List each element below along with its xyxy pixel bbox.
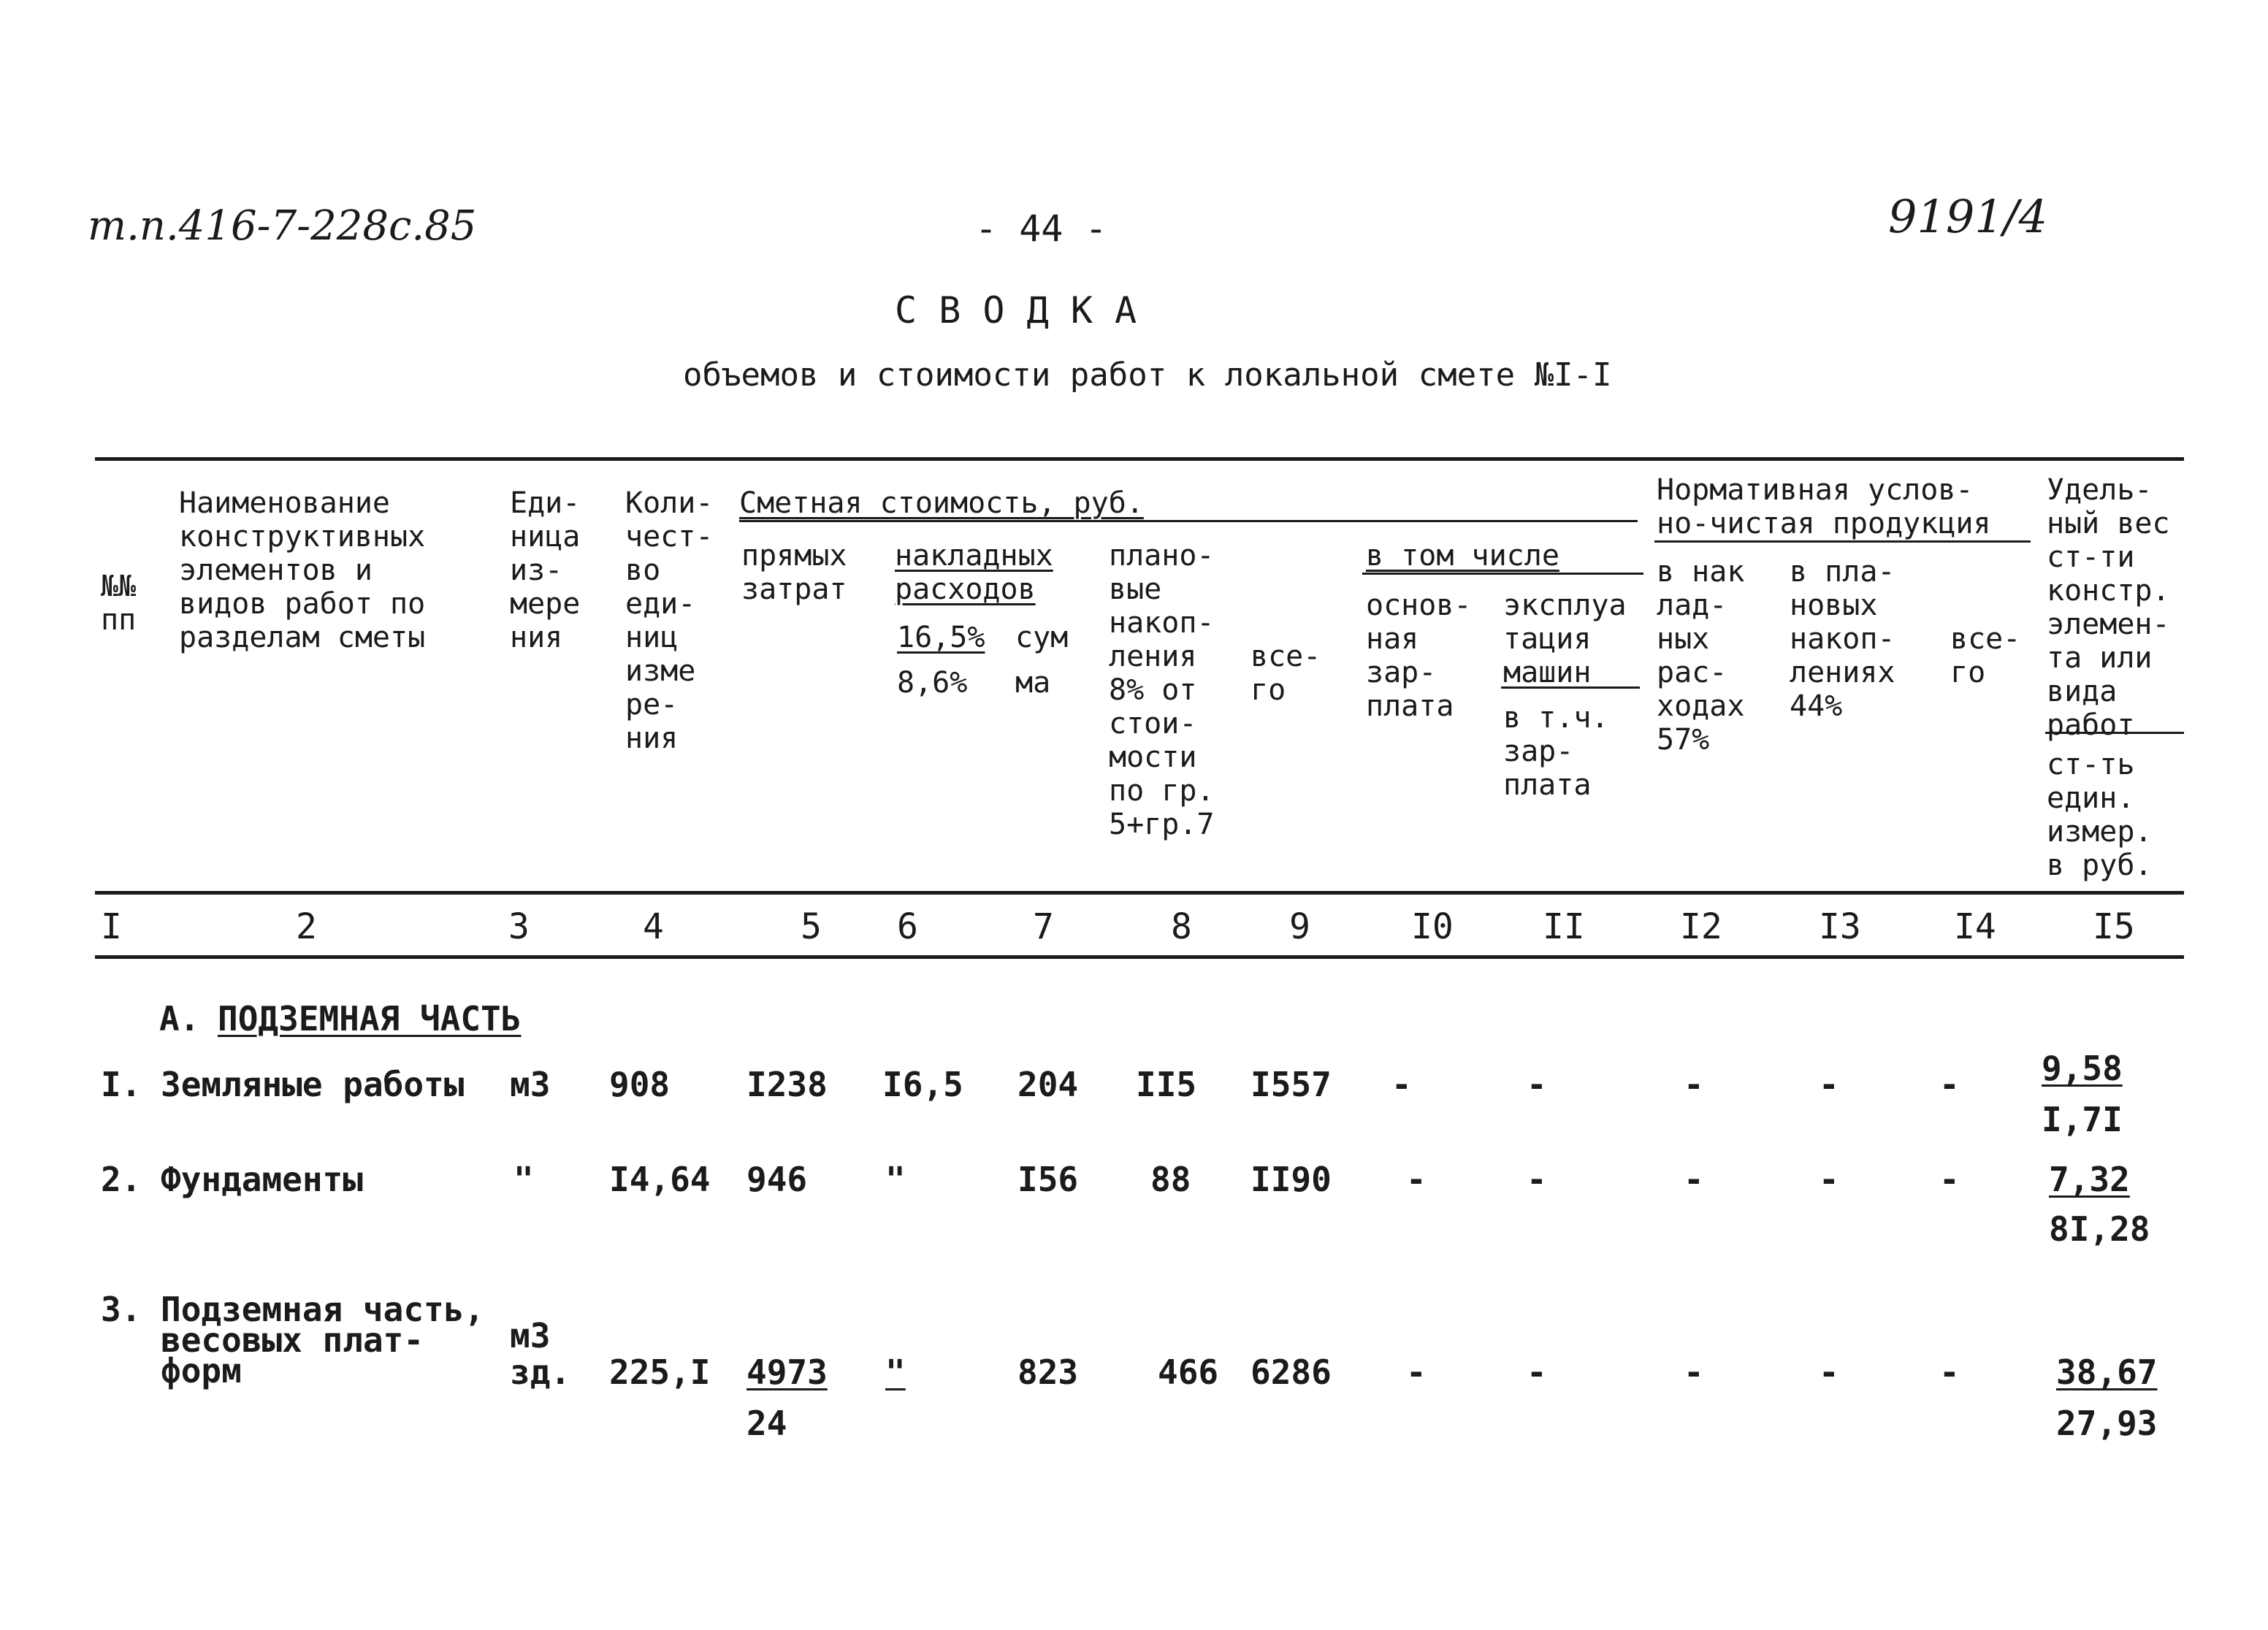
table-top-rule [95,457,2184,461]
header-bottom-rule [95,891,2184,895]
row-direct-costs: I238 [747,1065,828,1104]
row-quantity: 225,I [609,1352,711,1392]
row-unit-cost: 8I,28 [2049,1209,2150,1249]
row-overhead-rate: " [885,1352,906,1392]
section-label: А. [159,999,200,1038]
overhead-amount-pct: 8,6% [897,666,968,700]
page-subtitle: объемов и стоимости работ к локальной смете №I-I [683,356,1612,394]
col-header-unit-cost: ст-ть един. измер. в руб. [2047,748,2153,882]
col-header-machine-salary: в т.ч. зар- плата [1503,701,1609,802]
row-name: Фундаменты [161,1160,363,1199]
row-overhead: I56 [1017,1160,1079,1199]
row-name-line-1: Подземная часть, [161,1290,485,1329]
row-machine-operation: - [1527,1352,1547,1392]
row-specific-weight: 38,67 [2056,1352,2158,1392]
norm-group-rule [1654,540,2031,543]
row-planned-savings: 466 [1158,1352,1219,1392]
col-number: 3 [508,906,530,947]
col-header-norm-total: все- го [1950,622,2021,689]
row-unit-cost: 27,93 [2056,1404,2158,1443]
col-number: 4 [643,906,664,947]
row-name: Земляные работы [161,1065,465,1104]
col-header-number: №№ пп [101,570,137,637]
row-overhead-rate: " [885,1160,906,1199]
row-norm-planned: - [1819,1352,1839,1392]
overhead-rate-pct: 16,5% [897,621,985,654]
col-header-total: все- го [1251,640,1321,707]
col-header-base-salary: основ- ная зар- плата [1366,589,1472,723]
col-header-specific-weight: Удель- ный вес ст-ти констр. элемен- та или вида работ [2047,473,2170,742]
col-header-planned-savings: плано- вые накоп- ления 8% от стои- мости по гр. 5+гр.7 [1109,539,1215,841]
col-number: 2 [296,906,317,947]
col-header-machine-operation: эксплуа тация машин [1503,589,1627,689]
col-number: 6 [897,906,918,947]
row-planned-savings: II5 [1136,1065,1197,1104]
row-unit-line-2: зд. [510,1352,571,1392]
col-header-quantity: Коли- чест- во еди- ниц изме ре- ния [625,486,714,755]
row-overhead: 204 [1017,1065,1079,1104]
document-code: т.п.416-7-228с.85 [88,202,477,250]
row-norm-planned: - [1819,1065,1839,1104]
row-total: I557 [1251,1065,1332,1104]
row-specific-weight: 7,32 [2049,1160,2130,1199]
col-header-direct-costs: прямых затрат [741,539,847,606]
col-header-overhead: накладных расходов [895,539,1053,606]
overhead-rate-word: сум [1015,621,1069,654]
row-name-line-2: весовых плат- [161,1320,424,1360]
row-norm-overhead: - [1684,1352,1704,1392]
row-machine-operation: - [1527,1160,1547,1199]
col-number: 9 [1289,906,1310,947]
row-norm-total: - [1939,1160,1960,1199]
row-overhead: 823 [1017,1352,1079,1392]
col-number: II [1543,906,1585,947]
row-norm-overhead: - [1684,1160,1704,1199]
row-direct-costs: 946 [747,1160,808,1199]
col-number: 7 [1033,906,1054,947]
page-title: С В О Д К А [895,289,1137,332]
row-base-salary: - [1406,1160,1427,1199]
numbers-bottom-rule [95,955,2184,959]
col-header-unit: Еди- ница из- мере ния [510,486,581,654]
stamp-number: 9191/4 [1888,190,2048,243]
row-machine-operation: - [1527,1065,1547,1104]
incl-group-rule [1362,573,1643,575]
row-number: 3. [101,1290,142,1329]
row-number: I. [101,1065,142,1104]
row-unit-cost: I,7I [2042,1100,2123,1139]
col-number: I [101,906,122,947]
page-number: - 44 - [975,207,1107,250]
row-quantity: 908 [609,1065,671,1104]
row-direct-costs: 4973 [747,1352,828,1392]
col-number: I2 [1680,906,1722,947]
row-overhead-rate: I6,5 [882,1065,963,1104]
row-unit: " [513,1160,534,1199]
row-planned-savings: 88 [1150,1160,1191,1199]
row-specific-weight: 9,58 [2042,1049,2123,1088]
row-norm-total: - [1939,1065,1960,1104]
row-quantity: I4,64 [609,1160,711,1199]
col-number: 8 [1171,906,1192,947]
row-norm-total: - [1939,1352,1960,1392]
cost-group-rule [739,520,1638,522]
row-base-salary: - [1391,1065,1412,1104]
col-header-in-planned: в пла- новых накоп- лениях 44% [1790,555,1895,723]
row-unit: м3 [510,1065,551,1104]
col-number: I0 [1411,906,1454,947]
row-total: II90 [1251,1160,1332,1199]
row-direct-costs-sub: 24 [747,1404,787,1443]
section-title: ПОДЗЕМНАЯ ЧАСТЬ [218,999,522,1038]
col-number: I4 [1954,906,1996,947]
row-base-salary: - [1406,1352,1427,1392]
col-header-in-overhead: в нак лад- ных рас- ходах 57% [1657,555,1745,757]
row-name-line-3: форм [161,1351,242,1390]
col-number: 5 [801,906,822,947]
row-unit-line-1: м3 [510,1316,551,1355]
row-total: 6286 [1251,1352,1332,1392]
col-group-including: в том числе [1366,539,1559,573]
row-norm-planned: - [1819,1160,1839,1199]
col-group-estimated-cost: Сметная стоимость, руб. [739,486,1144,520]
col-group-normative-product: Нормативная услов- но-чистая продукция [1657,473,1991,540]
col-number: I3 [1819,906,1861,947]
row-number: 2. [101,1160,142,1199]
overhead-amount-word: ма [1015,666,1051,700]
col-number: I5 [2093,906,2135,947]
col-header-name: Наименование конструктивных элементов и видов работ по разделам сметы [179,486,426,654]
row-norm-overhead: - [1684,1065,1704,1104]
